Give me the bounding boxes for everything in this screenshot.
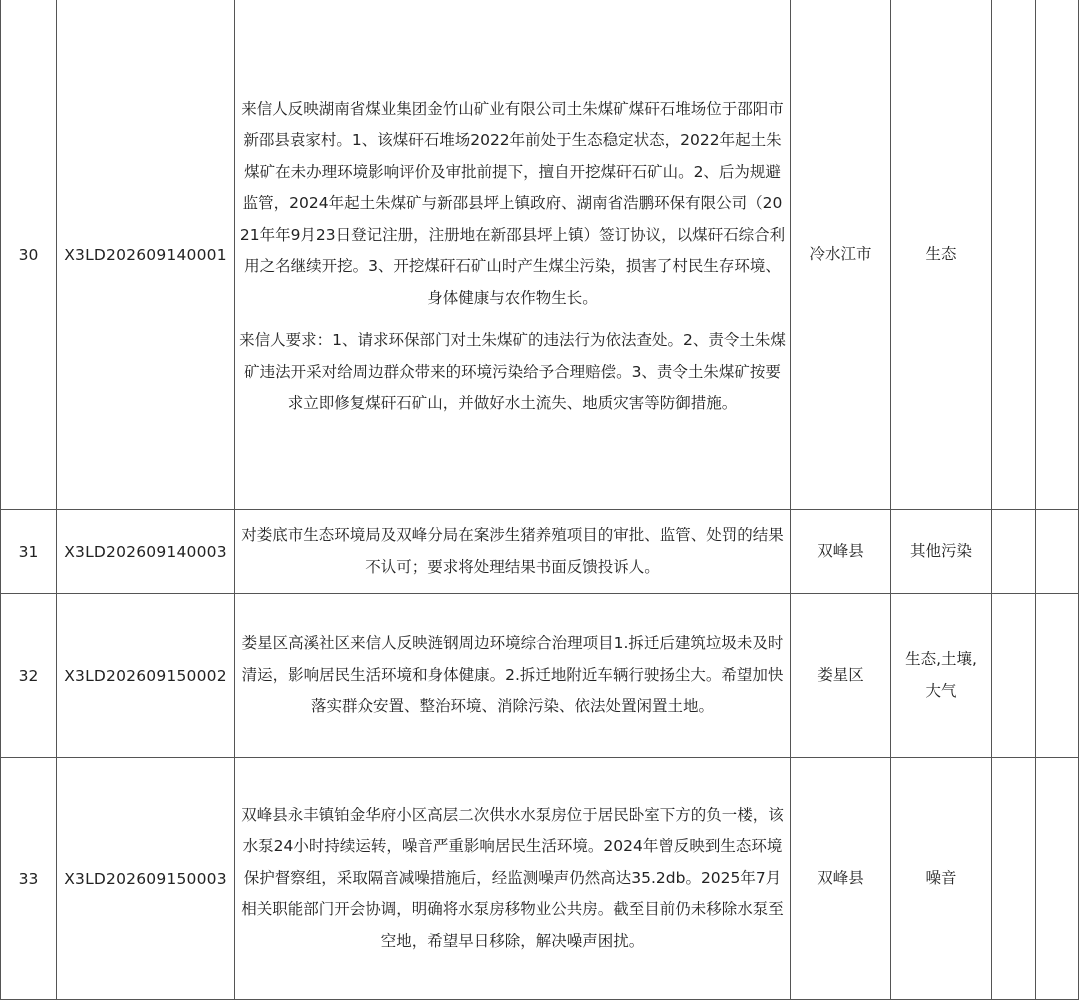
empty-cell (992, 0, 1036, 510)
empty-cell (1036, 510, 1079, 594)
empty-cell (1036, 594, 1079, 758)
empty-cell (992, 758, 1036, 1000)
case-code: X3LD202609150003 (57, 758, 235, 1000)
row-index: 30 (1, 0, 57, 510)
content-paragraph: 来信人反映湖南省煤业集团金竹山矿业有限公司土朱煤矿煤矸石堆场位于邵阳市新邵县袁家村。1、该煤矸石堆场2022年前处于生态稳定状态，2022年起土朱煤矿在未办理环境影响评价及审批前提下，擅自开挖煤矸石矿山。2、后为规避监管，2024年起土朱煤矿与新邵县坪上镇政府、湖南省浩鹏环保有限公司（2021年年9月23日登记注册，注册地在新邵县坪上镇）签订协议，以煤矸石综合利用之名继续开挖。3、开挖煤矸石矿山时产生煤尘污染，损害了村民生存环境、身体健康与农作物生长。 (239, 99, 786, 307)
row-index: 32 (1, 594, 57, 758)
type-label: 噪音 (925, 868, 957, 887)
type-label: 生态 (925, 244, 957, 263)
content-paragraph: 娄星区高溪社区来信人反映涟钢周边环境综合治理项目1.拆迁后建筑垃圾未及时清运，影响居民生活环境和身体健康。2.拆迁地附近车辆行驶扬尘大。希望加快落实群众安置、整治环境、消除污染、依法处置闲置土地。 (241, 634, 784, 716)
content-paragraph: 双峰县永丰镇铂金华府小区高层二次供水水泵房位于居民卧室下方的负一楼，该水泵24小时持续运转，噪音严重影响居民生活环境。2024年曾反映到生态环境保护督察组，采取隔音减噪措施后，经监测噪声仍然高达35.2db。2025年7月相关职能部门开会协调，明确将水泵房移物业公共房。截至目前仍未移除水泵至空地，希望早日移除，解决噪声困扰。 (241, 805, 784, 950)
table-row (1, 758, 1079, 1000)
region-cell: 双峰县 (791, 510, 891, 594)
row-index: 31 (1, 510, 57, 594)
empty-cell (1036, 0, 1079, 510)
type-cell (891, 758, 992, 1000)
table-row (1, 0, 1079, 510)
table-row (1, 510, 1079, 594)
region-cell: 冷水江市 (791, 0, 891, 510)
case-code: X3LD202609150002 (57, 594, 235, 758)
type-label: 生态,土壤, (905, 650, 977, 668)
content-paragraph: 对娄底市生态环境局及双峰分局在案涉生猪养殖项目的审批、监管、处罚的结果不认可；要求将处理结果书面反馈投诉人。 (241, 526, 784, 576)
empty-cell (992, 594, 1036, 758)
type-label: 其他污染 (909, 541, 972, 560)
case-code: X3LD202609140001 (57, 0, 235, 510)
case-code: X3LD202609140003 (57, 510, 235, 594)
region-cell: 娄星区 (791, 594, 891, 758)
type-cell (891, 594, 992, 758)
type-label: 大气 (925, 681, 957, 700)
case-content (235, 0, 791, 510)
case-content (235, 594, 791, 758)
table-row (1, 594, 1079, 758)
type-cell (891, 510, 992, 594)
region-cell: 双峰县 (791, 758, 891, 1000)
empty-cell (1036, 758, 1079, 1000)
case-content (235, 510, 791, 594)
case-content (235, 758, 791, 1000)
empty-cell (992, 510, 1036, 594)
content-paragraph: 来信人要求：1、请求环保部门对土朱煤矿的违法行为依法查处。2、责令土朱煤矿违法开采对给周边群众带来的环境污染给予合理赔偿。3、责令土朱煤矿按要求立即修复煤矸石矿山，并做好水土流失、地质灾害等防御措施。 (239, 331, 786, 412)
type-cell (891, 0, 992, 510)
row-index: 33 (1, 758, 57, 1000)
